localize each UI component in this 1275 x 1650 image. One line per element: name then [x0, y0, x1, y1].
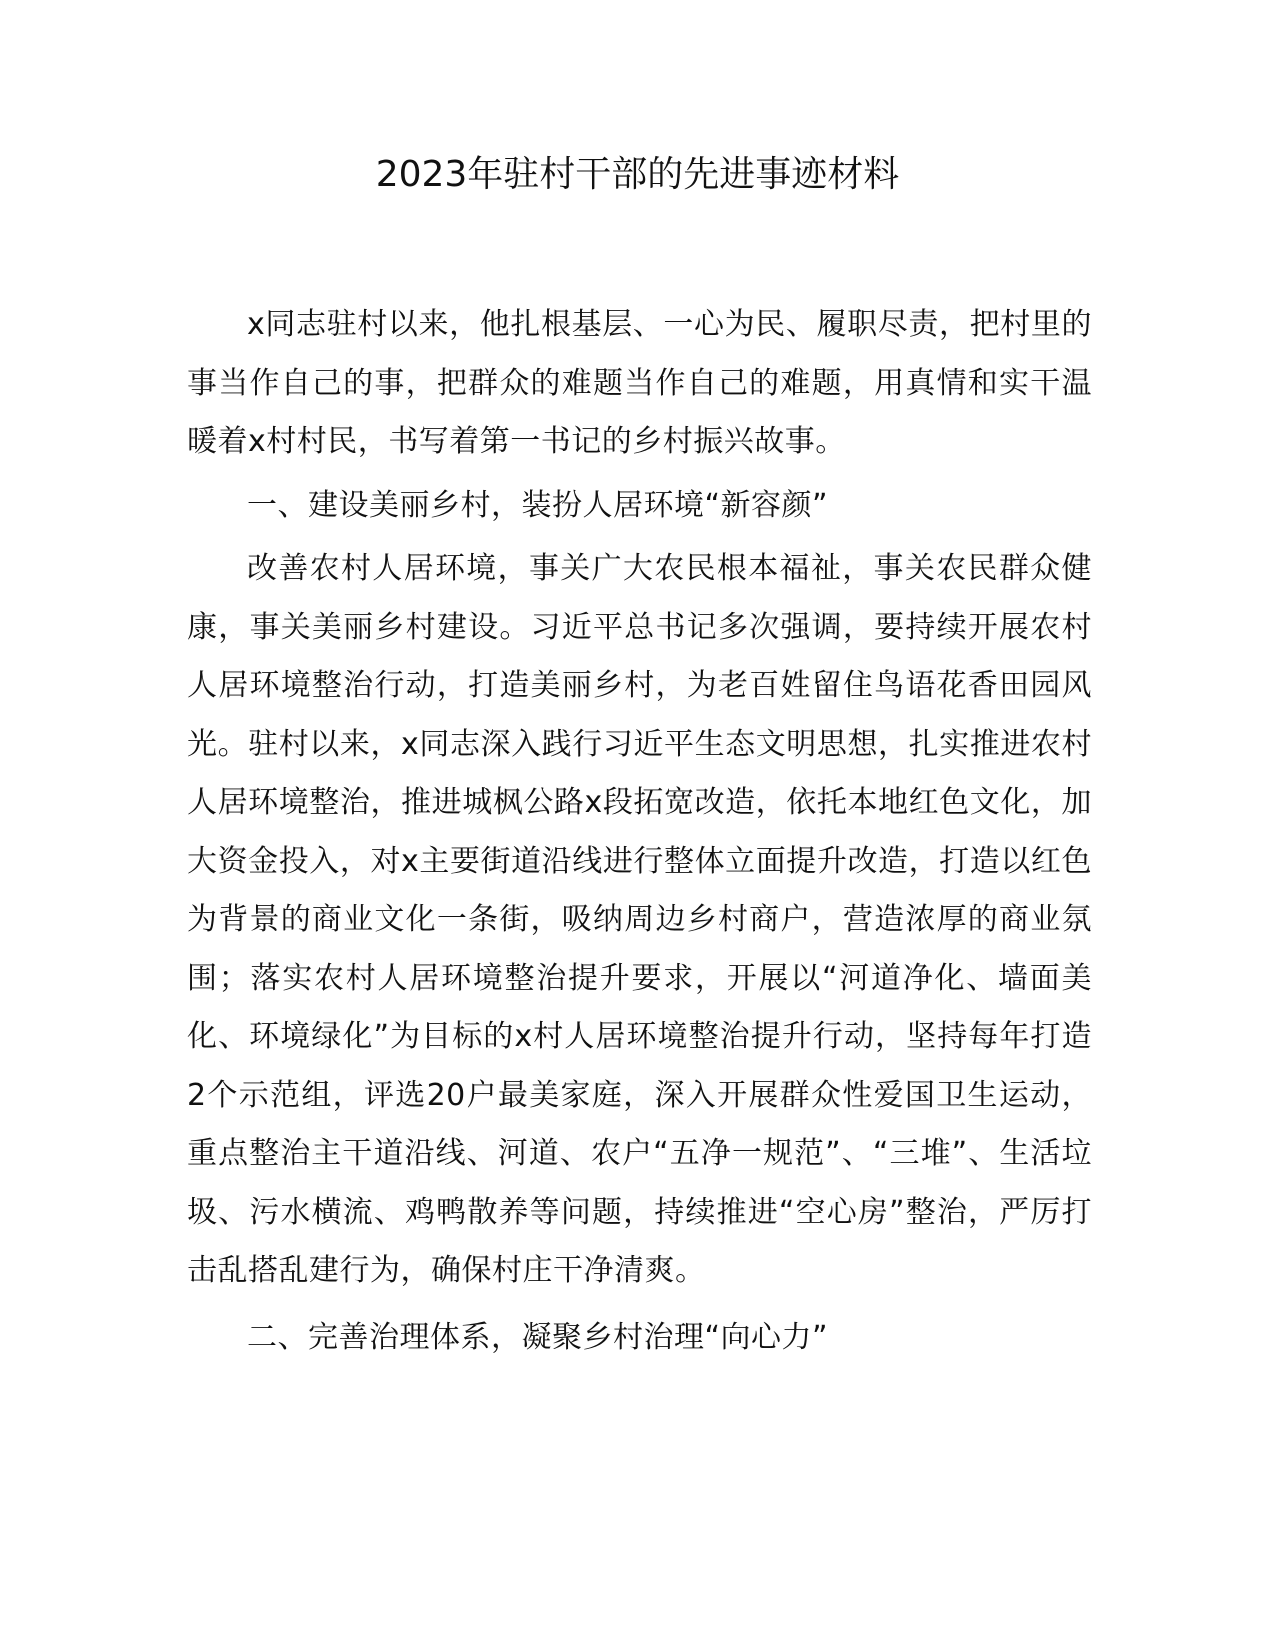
- section-2-heading: 二、完善治理体系，凝聚乡村治理“向心力”: [247, 1319, 829, 1355]
- document-body: [187, 296, 1092, 1367]
- section-1-heading: 一、建设美丽乡村，装扮人居环境“新容颜”: [247, 487, 829, 523]
- document-title: 2023年驻村干部的先进事迹材料: [375, 154, 900, 195]
- intro-paragraph: x同志驻村以来，他扎根基层、一心为民、履职尽责，把村里的事当作自己的事，把群众的难题当作自己的难题，用真情和实干温暖着x村村民，书写着第一书记的乡村振兴故事。: [187, 307, 1092, 459]
- section-1-paragraph: 改善农村人居环境，事关广大农民根本福祉，事关农民群众健康，事关美丽乡村建设。习近平总书记多次强调，要持续开展农村人居环境整治行动，打造美丽乡村，为老百姓留住鸟语花香田园风光。驻村以来，x同志深入践行习近平生态文明思想，扎实推进农村人居环境整治，推进城枫公路x段拓宽改造，依托本地红色文化，加大资金投入，对x主要街道沿线进行整体立面提升改造，打造以红色为背景的商业文化一条街，吸纳周边乡村商户，营造浓厚的商业氛围；落实农村人居环境整治提升要求，开展以“河道净化、墙面美化、环境绿化”为目标的x村人居环境整治提升行动，坚持每年打造2个示范组，评选20户最美家庭，深入开展群众性爱国卫生运动，重点整治主干道沿线、河道、农户“五净一规范”、“三堆”、生活垃圾、污水横流、鸡鸭散养等问题，持续推进“空心房”整治，严厉打击乱搭乱建行为，确保村庄干净清爽。: [187, 551, 1092, 1288]
